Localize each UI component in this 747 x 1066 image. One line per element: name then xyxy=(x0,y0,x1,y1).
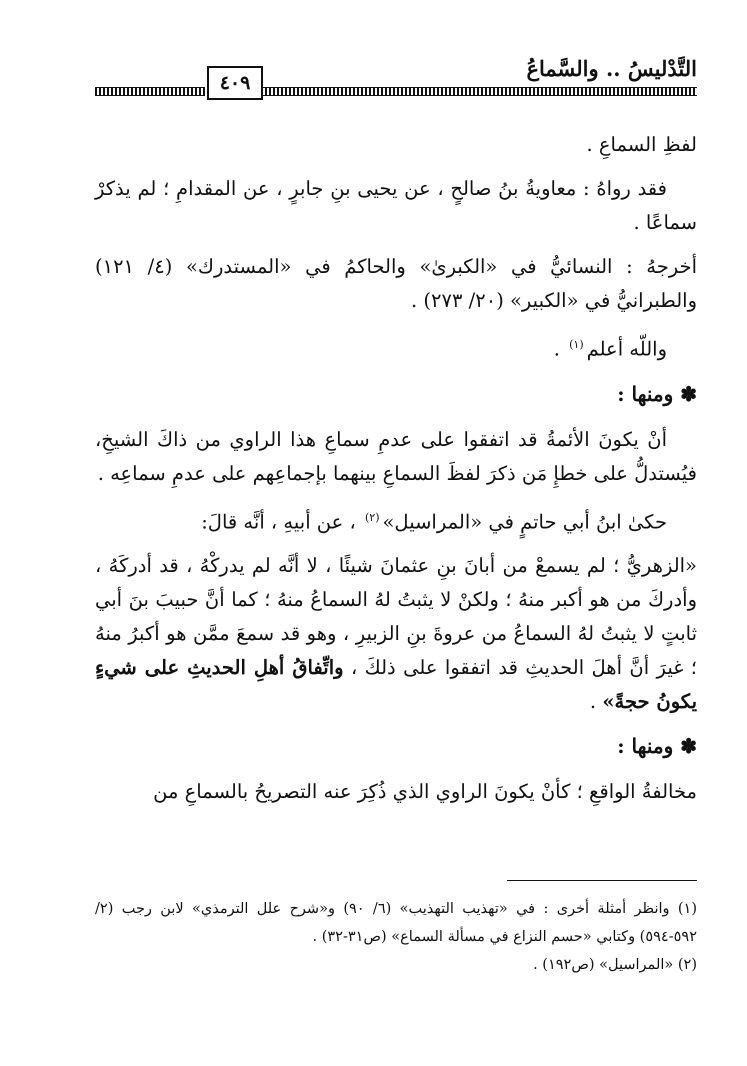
quote-bold-text: واتِّفاقُ أهلِ الحديثِ على شيءٍ يكونُ حجةً» xyxy=(95,656,697,713)
footnote-2: (٢) «المراسيل» (ص١٩٢) . xyxy=(533,957,697,973)
paragraph-6 xyxy=(95,549,697,719)
paragraph-5 xyxy=(95,501,697,540)
closing-phrase-end: . xyxy=(553,337,560,361)
page-header xyxy=(95,54,697,106)
header-rule-right xyxy=(261,87,697,96)
footnote-ref-2: (٢) xyxy=(364,510,380,524)
footnote-1: (١) وانظر أمثلة أخرى : في «تهذيب التهذيب» (٦/ ٩٠) و«شرح علل الترمذي» لابن رجب (٢/ ٥٩٢-٥٩٤) وكتابي «حسم النزاع في مسألة السماع» (ص٣١-٣٢) . xyxy=(95,901,697,945)
header-rule-left xyxy=(95,87,205,96)
footnotes xyxy=(95,895,697,979)
paragraph-3: أخرجهُ : النسائيُّ في «الكبرىٰ» والحاكمُ في «المستدرك» (٤/ ١٢١) والطبرانيُّ في «الكبير» (٢٠/ ٢٧٣) . xyxy=(95,255,697,312)
quote-end: . xyxy=(589,690,597,713)
body-text xyxy=(95,128,697,819)
footnote-ref-1: (١) xyxy=(569,338,584,351)
footnote-separator xyxy=(507,880,697,881)
paragraph-3b xyxy=(95,328,697,367)
running-title: التَّدْليسُ .. والسَّماعُ xyxy=(526,56,697,81)
closing-phrase: واللّه أعلم xyxy=(586,337,667,361)
section-heading-2: ✽ ومنها : xyxy=(617,734,697,758)
paragraph-7: مخالفةُ الواقعِ ؛ كأنْ يكونَ الراوي الذي ذُكِرَ عنه التصريحُ بالسماعِ من xyxy=(153,780,697,803)
paragraph-5-end: ، عن أبيهِ ، أنَّه قالَ: xyxy=(201,510,356,533)
section-heading-1: ✽ ومنها : xyxy=(617,381,697,406)
paragraph-2: فقد رواهُ : معاويةُ بنُ صالحٍ ، عن يحيى بنِ جابرٍ ، عن المقدامِ ؛ لم يذكرْ سماعًا . xyxy=(95,177,697,234)
quote-text: «الزهريُّ ؛ لم يسمعْ من أبانَ بنِ عثمانَ شيئًا ، لا أنَّه لم يدركْهُ ، قد أدركَهُ ، وأدركَ من هو أكبر منهُ ؛ ولكنْ لا يثبتُ لهُ السماعُ منهُ ؛ كما أنَّ حبيبَ بنَ أبي ثابتٍ لا يثبتُ لهُ السماعُ من عروةَ بنِ الزبيرِ ، وهو قد سمعَ ممَّن هو أكبرُ منهُ ؛ غيرَ أنَّ أهلَ الحديثِ قد اتفقوا على ذلكَ ، xyxy=(95,554,698,679)
paragraph-5-start: حكىٰ ابنُ أبي حاتمٍ في «المراسيل» xyxy=(382,510,667,533)
paragraph-4: أنْ يكونَ الأئمةُ قد اتفقوا على عدمِ سماعِ هذا الراوي من ذاكَ الشيخِ، فيُستدلُّ على خطإِ مَن ذكرَ لفظَ السماعِ بينهما بإجماعِهم على عدمِ سماعِه . xyxy=(95,427,697,485)
paragraph-1: لفظِ السماعِ . xyxy=(586,133,697,156)
page-number: ٤٠٩ xyxy=(207,66,263,100)
